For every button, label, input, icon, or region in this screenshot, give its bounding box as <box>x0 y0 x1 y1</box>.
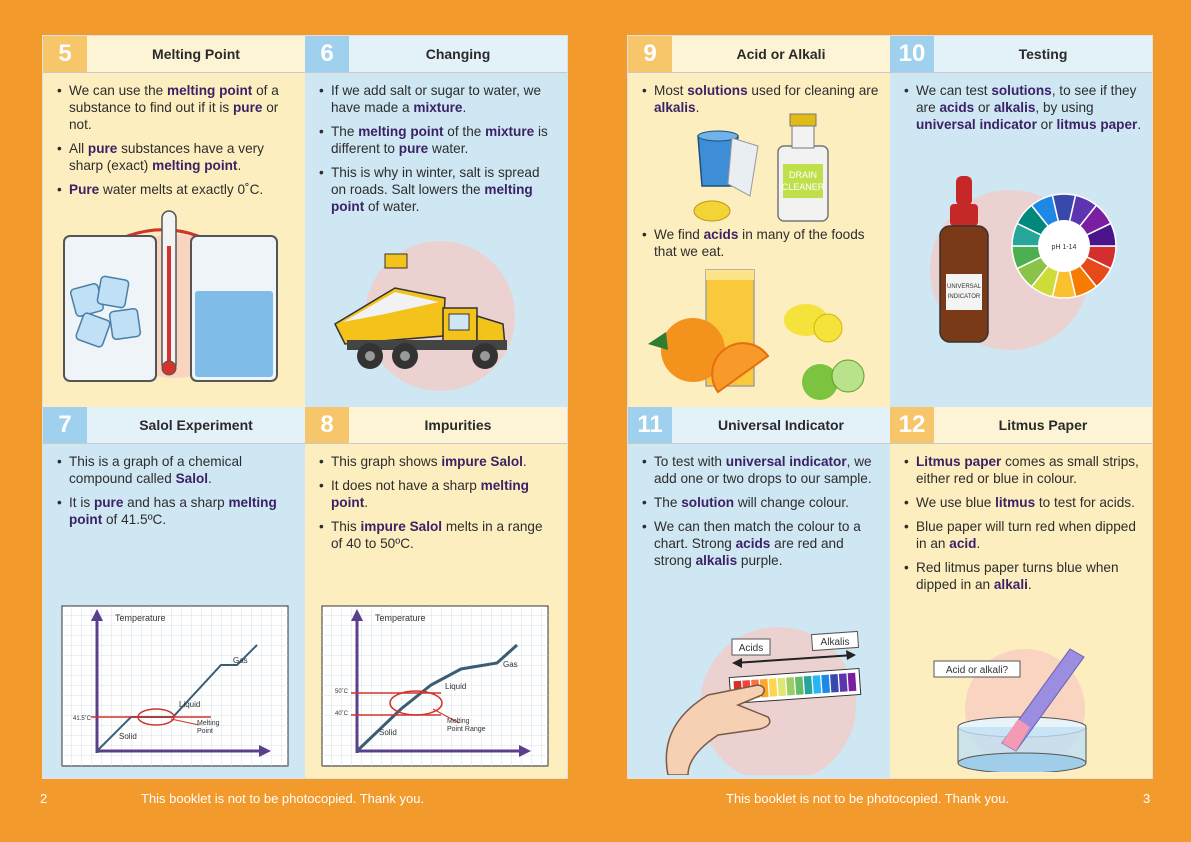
indicator-chart-illustration <box>648 625 888 775</box>
bullet-list <box>319 453 557 559</box>
card-salol-experiment <box>43 407 305 778</box>
bullet-item: • We use blue litmus to test for acids. <box>904 494 1142 511</box>
card-number: 11 <box>628 407 672 443</box>
bullet-list <box>57 453 295 535</box>
graph-tick-label: 41.5˚C <box>73 716 92 722</box>
card-number: 12 <box>890 407 934 443</box>
bullet-list <box>642 453 880 576</box>
card-title: Testing <box>934 36 1152 72</box>
bottle-label: UNIVERSAL <box>946 284 982 290</box>
bullet-item: • We can use the melting point of a substance to find out if it is pure or not. <box>57 82 295 133</box>
strip-swatch <box>786 677 795 695</box>
bullet-item: • Blue paper will turn red when dipped in an acid. <box>904 518 1142 552</box>
bullet-item: • We can test solutions, to see if they are acids or alkalis, by using universal indicator or litmus paper. <box>904 82 1142 133</box>
strip-swatch <box>804 676 813 694</box>
bullet-item: • Red litmus paper turns blue when dipped in an alkali. <box>904 559 1142 593</box>
graph-tick-label: 40˚C <box>335 711 349 717</box>
wheel-label: pH 1-14 <box>1051 244 1077 251</box>
card-title: Acid or Alkali <box>672 36 890 72</box>
card-impurities <box>305 407 567 778</box>
bullet-item: • This is why in winter, salt is spread on roads. Salt lowers the melting point of water. <box>319 164 557 215</box>
graph-label: Melting <box>197 720 220 727</box>
bottle-label: CLEANER <box>781 182 825 192</box>
acids-label: Acids <box>738 643 764 654</box>
alkalis-label: Alkalis <box>820 637 850 648</box>
graph-tick-label: 50˚C <box>335 689 349 695</box>
graph-label: Gas <box>233 656 248 665</box>
card-title: Litmus Paper <box>934 407 1152 443</box>
bullet-list-2 <box>642 226 880 267</box>
strip-swatch <box>777 678 786 696</box>
bullet-list <box>57 82 295 205</box>
graph-label: Liquid <box>179 700 201 709</box>
bullet-item: • We can then match the colour to a chart. Strong acids are red and strong alkalis purple. <box>642 518 880 569</box>
card-number: 6 <box>305 36 349 72</box>
graph-label: Gas <box>503 660 518 669</box>
bottle-label: DRAIN <box>788 170 818 180</box>
strip-swatch <box>830 674 839 692</box>
card-number: 10 <box>890 36 934 72</box>
bullet-list <box>904 82 1142 140</box>
dump-truck-illustration <box>325 236 555 401</box>
card-number: 5 <box>43 36 87 72</box>
graph-axis-label: Temperature <box>115 613 166 623</box>
card-testing <box>890 36 1152 407</box>
graph-label: Liquid <box>445 682 467 691</box>
left-footer-notice: This booklet is not to be photocopied. Thank you. <box>141 791 425 806</box>
card-acid-or-alkali <box>628 36 890 407</box>
bullet-item: • It does not have a sharp melting point. <box>319 477 557 511</box>
strip-swatch <box>821 675 830 693</box>
melting-illustration <box>59 206 289 386</box>
card-title: Melting Point <box>87 36 305 72</box>
litmus-illustration <box>920 647 1130 772</box>
fruits-illustration <box>638 264 883 404</box>
card-title: Salol Experiment <box>87 407 305 443</box>
graph-label: Melting <box>447 718 470 725</box>
bullet-item: • To test with universal indicator, we add one or two drops to our sample. <box>642 453 880 487</box>
graph-label: Point <box>197 728 213 735</box>
bullet-item: • Litmus paper comes as small strips, either red or blue in colour. <box>904 453 1142 487</box>
strip-swatch <box>769 678 778 696</box>
bullet-list <box>319 82 557 222</box>
impure-salol-graph <box>321 605 549 767</box>
right-page <box>627 35 1153 779</box>
right-page-number: 3 <box>1143 791 1151 806</box>
card-title: Impurities <box>349 407 567 443</box>
card-melting-point <box>43 36 305 407</box>
graph-label: Solid <box>379 728 397 737</box>
bottle-label: INDICATOR <box>947 294 981 300</box>
left-page-number: 2 <box>40 791 48 806</box>
strip-swatch <box>813 675 822 693</box>
bullet-item: • The solution will change colour. <box>642 494 880 511</box>
bullet-item: • The melting point of the mixture is different to pure water. <box>319 123 557 157</box>
card-title: Universal Indicator <box>672 407 890 443</box>
bullet-item: • If we add salt or sugar to water, we have made a mixture. <box>319 82 557 116</box>
card-number: 9 <box>628 36 672 72</box>
bullet-item: • This graph shows impure Salol. <box>319 453 557 470</box>
strip-swatch <box>839 673 848 691</box>
graph-axis-label: Temperature <box>375 613 426 623</box>
graph-label: Point Range <box>447 726 486 733</box>
strip-swatch <box>848 673 857 691</box>
bullet-list <box>904 453 1142 600</box>
card-litmus-paper <box>890 407 1152 778</box>
card-number: 7 <box>43 407 87 443</box>
salol-graph <box>61 605 289 767</box>
card-number: 8 <box>305 407 349 443</box>
acid-or-alkali-sign: Acid or alkali? <box>945 665 1009 676</box>
bullet-item: • All pure substances have a very sharp (exact) melting point. <box>57 140 295 174</box>
card-title: Changing <box>349 36 567 72</box>
bullet-item: • This is a graph of a chemical compound called Salol. <box>57 453 295 487</box>
card-changing <box>305 36 567 407</box>
right-footer-notice: This booklet is not to be photocopied. Thank you. <box>726 791 1010 806</box>
cleaning-products-illustration <box>688 106 838 226</box>
bullet-item: • It is pure and has a sharp melting point of 41.5ºC. <box>57 494 295 528</box>
graph-label: Solid <box>119 732 137 741</box>
bullet-item: • This impure Salol melts in a range of 40 to 50ºC. <box>319 518 557 552</box>
bullet-item: • Pure water melts at exactly 0˚C. <box>57 181 295 198</box>
card-universal-indicator <box>628 407 890 778</box>
indicator-illustration <box>912 166 1142 356</box>
bullet-item: • We find acids in many of the foods that we eat. <box>642 226 880 260</box>
left-page <box>42 35 568 779</box>
bullet-item: • Most solutions used for cleaning are alkalis. <box>642 82 880 116</box>
strip-swatch <box>795 676 804 694</box>
